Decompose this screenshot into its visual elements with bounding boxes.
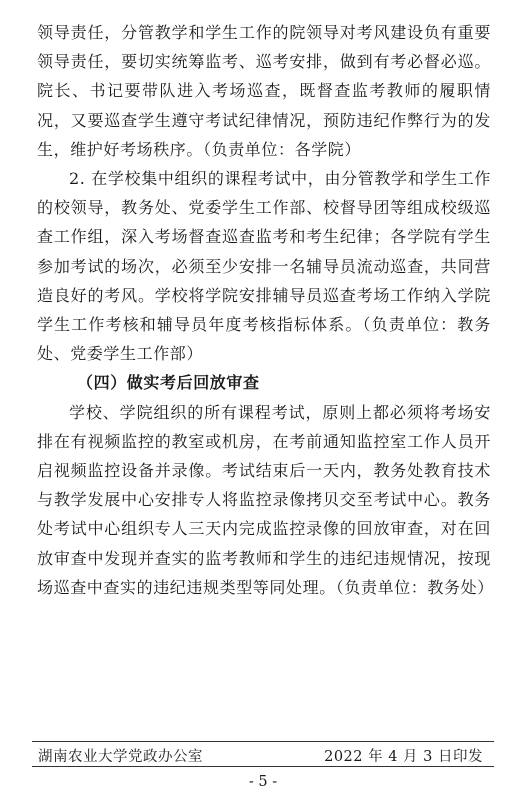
footer-bottom-rule xyxy=(32,766,494,767)
footer-top-rule xyxy=(32,741,494,742)
section-heading: （四）做实考后回放审查 xyxy=(77,373,260,393)
body-text xyxy=(37,18,494,602)
footer-issuer: 湖南农业大学党政办公室 xyxy=(38,749,203,765)
footer-date: 2022 年 4 月 3 日印发 xyxy=(324,749,483,765)
paragraph-item-2: 2. 在学校集中组织的课程考试中，由分管教学和学生工作的校领导，教务处、党委学生工作部、校督导团等组成校级巡查工作组，深入考场督查巡查监考和考生纪律；各学院有学生参加考试的场次，必须至少安排一名辅导员流动巡查，共同营造良好的考风。学校将学院安排辅导员巡查考场工作纳入学院学生工作考核和辅导员年度考核指标体系。（负责单位：教务处、党委学生工作部） xyxy=(37,169,491,364)
paragraph-continued: 领导责任，分管教学和学生工作的院领导对考风建设负有重要领导责任，要切实统筹监考、巡考安排，做到有考必督必巡。院长、书记要带队进入考场巡查，既督查监考教师的履职情况，又要巡查学生遵守考试纪律情况，预防违纪作弊行为的发生，维护好考场秩序。（负责单位：各学院） xyxy=(37,23,491,159)
page-number: - 5 - xyxy=(248,774,278,790)
paragraph-review: 学校、学院组织的所有课程考试，原则上都必须将考场安排在有视频监控的教室或机房，在考前通知监控室工作人员开启视频监控设备并录像。考试结束后一天内，教务处教育技术与教学发展中心安排专人将监控录像拷贝交至考试中心。教务处考试中心组织专人三天内完成监控录像的回放审查，对在回放审查中发现并查实的监考教师和学生的违纪违规情况，按现场巡查中查实的违纪违规类型等同处理。（负责单位：教务处） xyxy=(37,402,494,597)
